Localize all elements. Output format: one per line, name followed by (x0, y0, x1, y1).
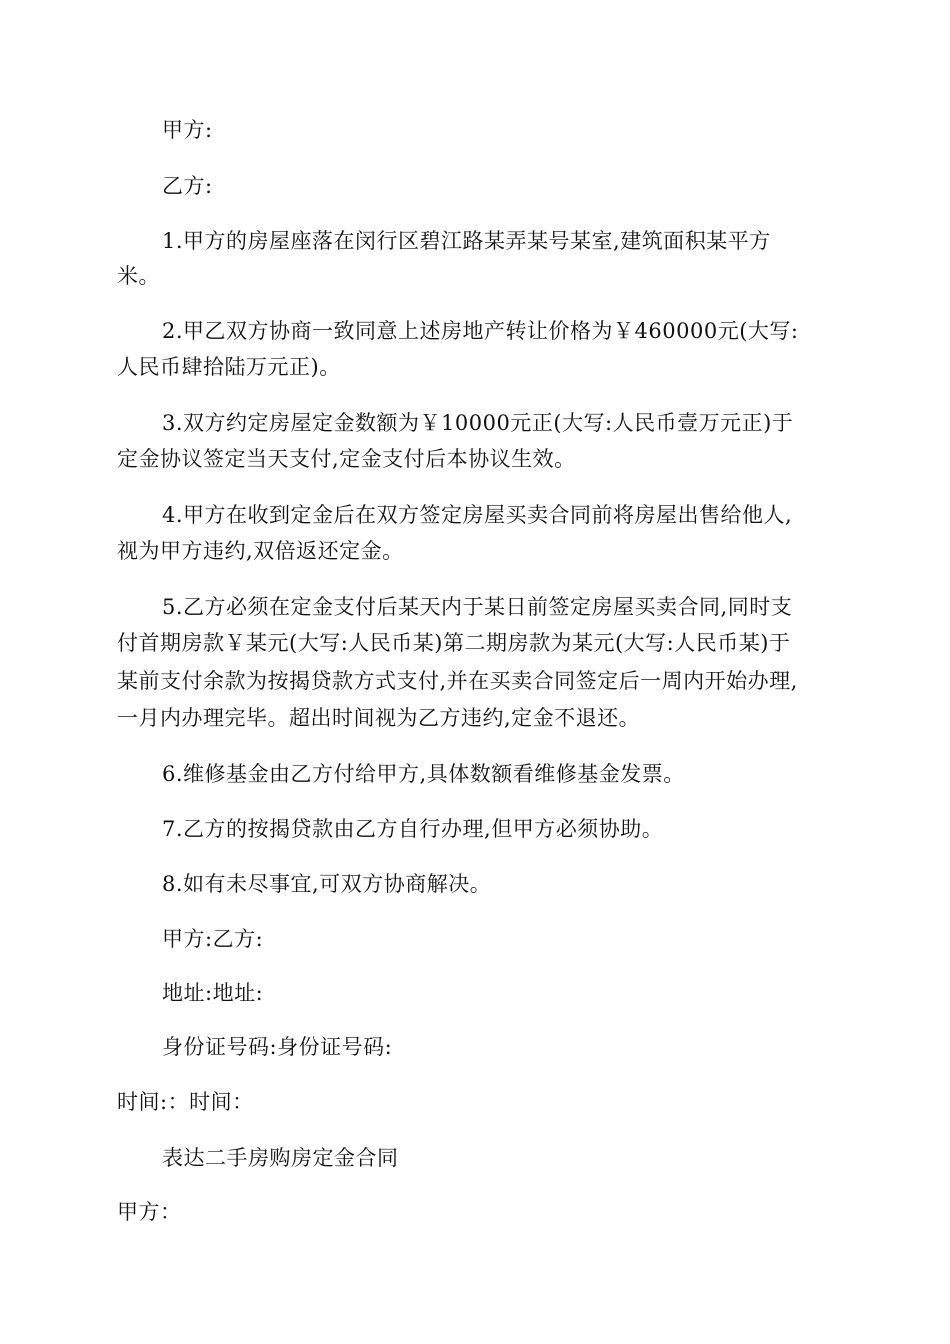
signature-id-numbers: 身份证号码:身份证号码: (162, 1035, 393, 1059)
clause-5-line-3: 某前支付余款为按揭贷款方式支付,并在买卖合同签定后一周内开始办理, (117, 669, 798, 693)
clause-5-line-4: 一月内办理完毕。超出时间视为乙方违约,定金不退还。 (117, 706, 641, 730)
clause-3-line-2: 定金协议签定当天支付,定金支付后本协议生效。 (117, 447, 576, 471)
signature-addresses: 地址:地址: (162, 981, 264, 1005)
clause-1-line-1: 1.甲方的房屋座落在闵行区碧江路某弄某号某室,建筑面积某平方 (162, 229, 771, 253)
clause-2-line-1: 2.甲乙双方协商一致同意上述房地产转让价格为￥460000元(大写: (162, 319, 799, 343)
clause-1-line-2: 米。 (117, 264, 160, 288)
party-b-label: 乙方: (162, 174, 213, 198)
document-title: 表达二手房购房定金合同 (162, 1146, 399, 1170)
clause-2-line-2: 人民币肆拾陆万元正)。 (117, 355, 341, 379)
clause-3-line-1: 3.双方约定房屋定金数额为￥10000元正(大写:人民币壹万元正)于 (162, 411, 794, 435)
party-a-label: 甲方: (162, 118, 213, 142)
clause-5-line-1: 5.乙方必须在定金支付后某天内于某日前签定房屋买卖合同,同时支 (162, 595, 793, 619)
clause-8: 8.如有未尽事宜,可双方协商解决。 (162, 872, 492, 896)
clause-6: 6.维修基金由乙方付给甲方,具体数额看维修基金发票。 (162, 762, 685, 786)
clause-5-line-2: 付首期房款￥某元(大写:人民币某)第二期房款为某元(大写:人民币某)于 (117, 631, 791, 655)
signature-parties: 甲方:乙方: (162, 927, 264, 951)
clause-4-line-2: 视为甲方违约,双倍返还定金。 (117, 539, 404, 563)
clause-4-line-1: 4.甲方在收到定金后在双方签定房屋买卖合同前将房屋出售给他人, (162, 503, 793, 527)
party-a-label-2: 甲方： (117, 1200, 182, 1224)
clause-7: 7.乙方的按揭贷款由乙方自行办理,但甲方必须协助。 (162, 817, 664, 841)
signature-dates: 时间:：时间： (117, 1090, 254, 1114)
